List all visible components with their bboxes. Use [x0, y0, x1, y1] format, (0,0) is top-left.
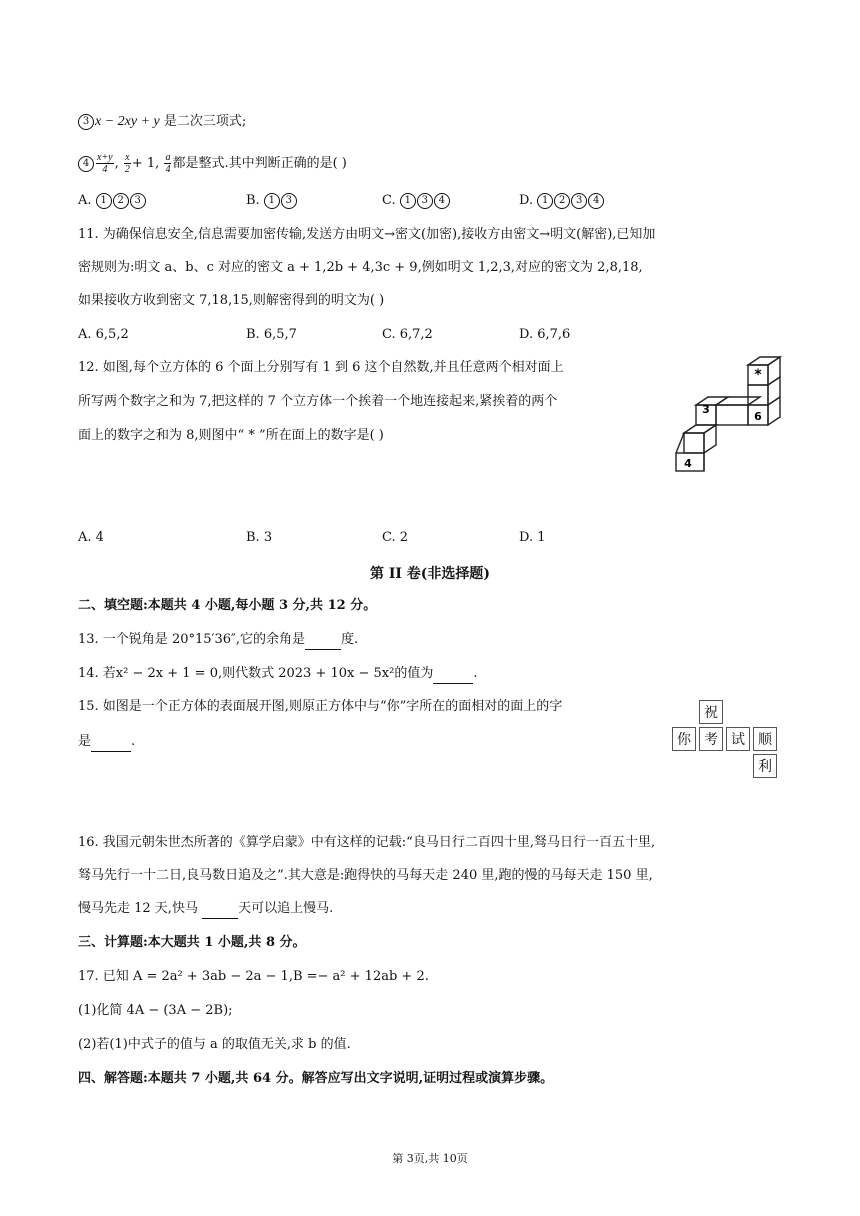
- q11-line2: 密规则为:明文 a、b、c 对应的密文 a + 1,2b + 4,3c + 9,例如明文 1,2,3,对应的密文为 2,8,18,: [78, 260, 643, 275]
- q11-option-d: D. 6,7,6: [519, 327, 571, 342]
- q10-item4: 4 $\frac{x+y}{4}$ , $\frac{x}{2}$ + 1, $\frac{a}{4}$ 都是整式.其中判断正确的是( ): [78, 150, 347, 178]
- q12-option-c: C. 2: [382, 530, 409, 545]
- q12-option-a: A. 4: [78, 530, 104, 545]
- q12-line3: 面上的数字之和为 8,则图中“ * ”所在面上的数字是( ): [78, 428, 384, 443]
- q10-option-a: A. 1 2 3: [78, 191, 147, 211]
- cube-label-three: 3: [702, 403, 710, 416]
- cube-label-four: 4: [684, 457, 692, 470]
- answer-blank[interactable]: [433, 669, 473, 684]
- q17-line3: (2)若(1)中式子的值与 a 的取值无关,求 b 的值.: [78, 1037, 351, 1052]
- calc-heading: 三、计算题:本大题共 1 小题,共 8 分。: [78, 935, 306, 950]
- cube-chain-figure: [660, 355, 790, 475]
- circled-number: 4: [78, 156, 94, 172]
- item3-text: 是二次三项式;: [159, 114, 247, 129]
- q15-line1: 15. 如图是一个正方体的表面展开图,则原正方体中与“你”字所在的面相对的面上的字: [78, 699, 563, 714]
- q12-option-d: D. 1: [519, 530, 546, 545]
- fill-in-heading: 二、填空题:本题共 4 小题,每小题 3 分,共 12 分。: [78, 598, 377, 613]
- q16-line2: 驽马先行一十二日,良马数日追及之”.其大意是:跑得快的马每天走 240 里,跑的慢的马每天走 150 里,: [78, 868, 653, 883]
- q11-line1: 11. 为确保信息安全,信息需要加密传输,发送方由明文→密文(加密),接收方由密文→明文(解密),已知加: [78, 227, 656, 242]
- answer-blank[interactable]: [91, 737, 131, 752]
- q16-line3: 慢马先走 12 天,快马 天可以追上慢马.: [78, 899, 333, 919]
- q17-line1: 17. 已知 A = 2a² + 3ab − 2a − 1,B =− a² + 12ab + 2.: [78, 969, 429, 984]
- q10-option-c: C. 1 3 4: [382, 191, 451, 211]
- net-cell-kao: 考: [699, 727, 723, 751]
- cube-label-six: 6: [754, 410, 762, 423]
- q17-line2: (1)化简 4A − (3A − 2B);: [78, 1003, 233, 1018]
- net-cell-ni: 你: [672, 727, 696, 751]
- net-cell-shun: 顺: [753, 727, 777, 751]
- answer-blank[interactable]: [305, 635, 341, 650]
- q11-option-b: B. 6,5,7: [246, 327, 297, 342]
- cube-net-figure: [672, 700, 782, 782]
- answer-blank[interactable]: [202, 904, 238, 919]
- net-cell-li: 利: [753, 754, 777, 778]
- q10-item3: [78, 112, 246, 132]
- net-cell-shi: 试: [726, 727, 750, 751]
- q12-line2: 所写两个数字之和为 7,把这样的 7 个立方体一个挨着一个地连接起来,紧挨着的两个: [78, 394, 558, 409]
- net-cell-zhu: 祝: [699, 700, 723, 724]
- circled-number: 3: [78, 114, 94, 130]
- cube-label-star: *: [754, 367, 762, 383]
- plus-one: + 1,: [131, 156, 160, 171]
- q11-option-c: C. 6,7,2: [382, 327, 433, 342]
- q11-line3: 如果接收方收到密文 7,18,15,则解密得到的明文为( ): [78, 293, 385, 308]
- fraction-1: $\frac{x+y}{4}$: [97, 152, 113, 175]
- page-footer: 第 3页,共 10页: [392, 1152, 468, 1165]
- answer-heading: 四、解答题:本题共 7 小题,共 64 分。解答应写出文字说明,证明过程或演算步骤。: [78, 1071, 554, 1086]
- q12-option-b: B. 3: [246, 530, 273, 545]
- section-2-title: 第 II 卷(非选择题): [369, 566, 491, 582]
- q10-option-b: B. 1 3: [246, 191, 298, 211]
- item3-expression: x − 2xy + y: [95, 114, 160, 129]
- q13: 13. 一个锐角是 20°15′36″,它的余角是 度.: [78, 630, 358, 650]
- q16-line1: 16. 我国元朝朱世杰所著的《算学启蒙》中有这样的记载:“良马日行二百四十里,驽马日行一百五十里,: [78, 835, 656, 850]
- q12-line1: 12. 如图,每个立方体的 6 个面上分别写有 1 到 6 这个自然数,并且任意两个相对面上: [78, 360, 564, 375]
- q11-option-a: A. 6,5,2: [78, 327, 129, 342]
- q15-line2: 是 .: [78, 732, 135, 752]
- fraction-2: $\frac{x}{2}$: [124, 152, 130, 175]
- q10-option-d: D. 1 2 3 4: [519, 191, 605, 211]
- item4-text: 都是整式.其中判断正确的是( ): [172, 156, 347, 171]
- fraction-3: $\frac{a}{4}$: [165, 152, 171, 175]
- q14: 14. 若x² − 2x + 1 = 0,则代数式 2023 + 10x − 5x²的值为 .: [78, 664, 477, 684]
